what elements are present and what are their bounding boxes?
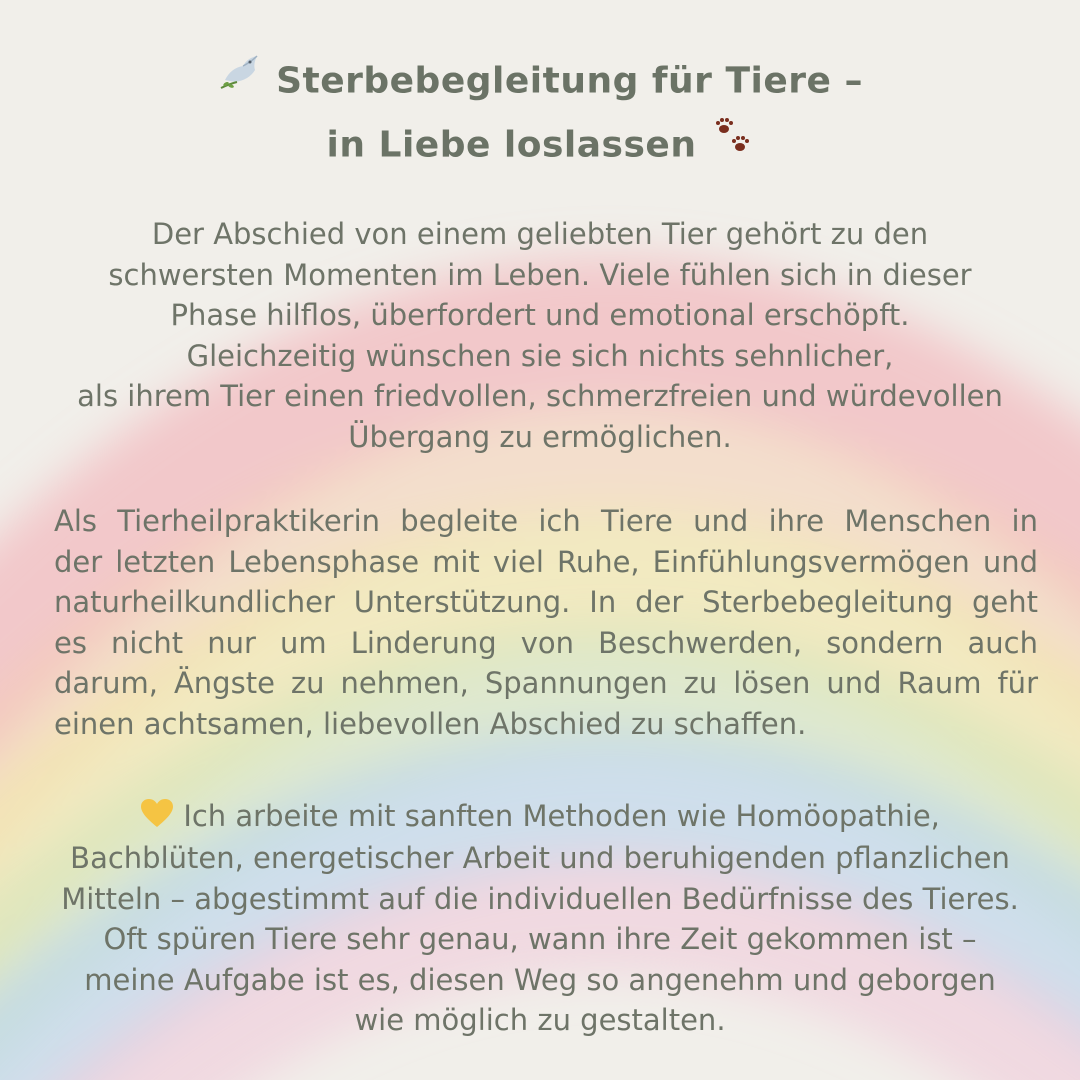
practitioner-paragraph <box>54 501 1038 744</box>
title-line-2 <box>0 115 1080 178</box>
practitioner-line: darum, Ängste zu nehmen, Spannungen zu lösen und Raum für <box>54 666 1038 700</box>
methods-line: Bachblüten, energetischer Arbeit und beruhigenden pflanzlichen <box>70 841 1010 876</box>
intro-line: Phase hilflos, überfordert und emotional erschöpft. <box>170 298 910 332</box>
title-text-2: in Liebe loslassen <box>326 124 697 166</box>
dove-icon <box>217 50 263 115</box>
methods-line-first <box>30 796 1050 838</box>
practitioner-line: Als Tierheilpraktikerin begleite ich Tiere und ihre Menschen in <box>54 504 1038 538</box>
intro-line: Gleichzeitig wünschen sie sich nichts sehnlicher, <box>186 338 894 373</box>
intro-line: Übergang zu ermöglichen. <box>348 419 732 454</box>
intro-line: Der Abschied von einem geliebten Tier gehört zu den <box>151 217 929 251</box>
practitioner-line: der letzten Lebensphase mit viel Ruhe, Einfühlungsvermögen und <box>54 544 1038 579</box>
methods-line: meine Aufgabe ist es, diesen Weg so angenehm und geborgen <box>84 962 996 997</box>
methods-line-text: Ich arbeite mit sanften Methoden wie Homöopathie, <box>183 799 940 833</box>
practitioner-line: es nicht nur um Linderung von Beschwerden, sondern auch <box>54 625 1038 660</box>
paw-prints-icon <box>710 115 754 178</box>
intro-line: als ihrem Tier einen friedvollen, schmerzfreien und würdevollen <box>77 379 1003 413</box>
title-text-1: Sterbebegleitung für Tiere – <box>276 60 863 102</box>
intro-line: schwersten Momenten im Leben. Viele fühlen sich in dieser <box>108 257 972 292</box>
page-title <box>0 50 1080 178</box>
methods-line: wie möglich zu gestalten. <box>354 1003 726 1038</box>
practitioner-line: naturheilkundlicher Unterstützung. In der Sterbebegleitung geht <box>54 585 1038 619</box>
methods-paragraph <box>30 796 1050 1041</box>
practitioner-line: einen achtsamen, liebevollen Abschied zu schaffen. <box>54 706 807 741</box>
methods-line: Mitteln – abgestimmt auf die individuellen Bedürfnisse des Tieres. <box>61 881 1019 916</box>
intro-paragraph <box>40 214 1040 457</box>
yellow-heart-icon <box>140 798 174 839</box>
methods-line: Oft spüren Tiere sehr genau, wann ihre Zeit gekommen ist – <box>103 922 977 957</box>
title-line-1 <box>0 50 1080 115</box>
